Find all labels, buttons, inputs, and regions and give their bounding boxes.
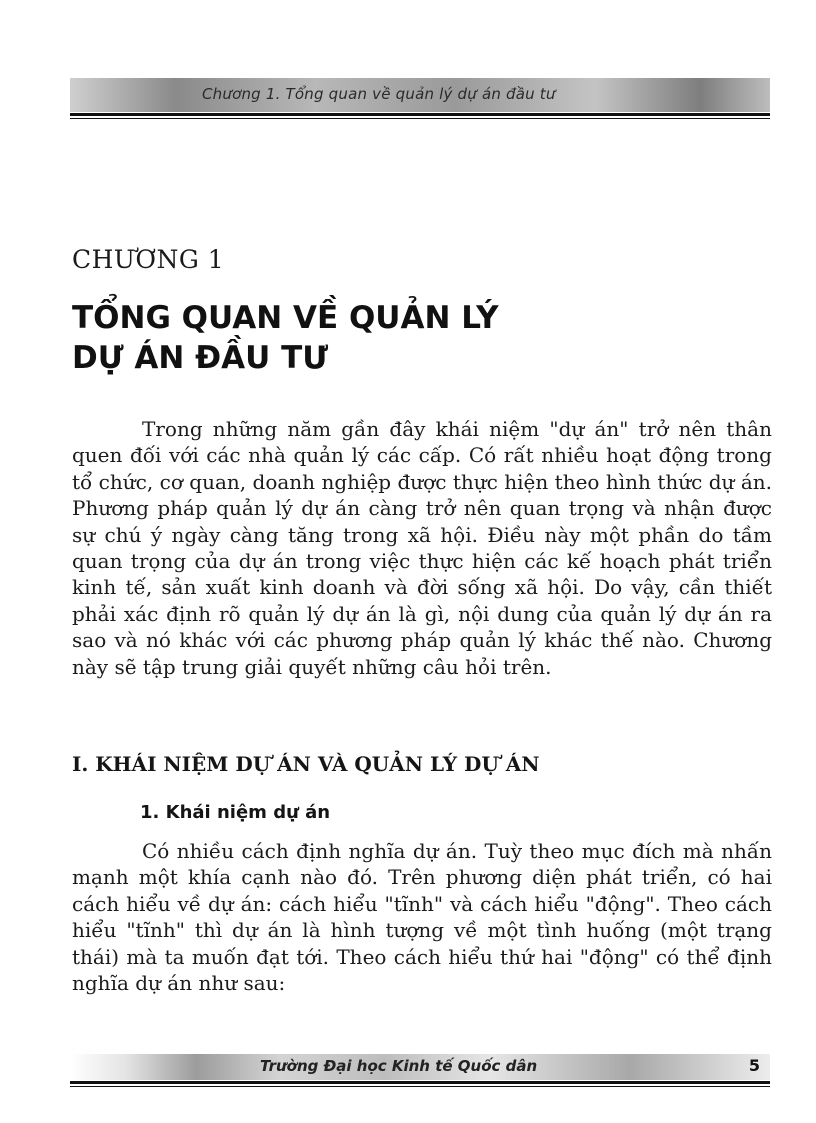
running-header-title: Chương 1. Tổng quan về quản lý dự án đầu tư [202, 85, 556, 103]
chapter-title-line-2: DỰ ÁN ĐẦU TƯ [72, 340, 329, 376]
chapter-label: CHƯƠNG 1 [72, 245, 225, 274]
footer-rule-thin [70, 1086, 770, 1087]
definition-paragraph: Có nhiều cách định nghĩa dự án. Tuỳ theo mục đích mà nhấn mạnh một khía cạnh nào đó. Trên phương diện phát triển, có hai cách hiểu về dự án: cách hiểu "tĩnh" và cách hiểu "động". Theo cách hiểu "tĩnh" thì dự án là hình tượng về một tình huống (một trạng thái) mà ta muốn đạt tới. Theo cách hiểu thứ hai "động" có thể định nghĩa dự án như sau: [72, 839, 772, 996]
intro-paragraph: Trong những năm gần đây khái niệm "dự án" trở nên thân quen đối với các nhà quản lý các cấp. Có rất nhiều hoạt động trong tổ chức, cơ quan, doanh nghiệp được thực hiện theo hình thức dự án. Phương pháp quản lý dự án càng trở nên quan trọng và nhận được sự chú ý ngày càng tăng trong xã hội. Điều này một phần do tầm quan trọng của dự án trong việc thực hiện các kế hoạch phát triển kinh tế, sản xuất kinh doanh và đời sống xã hội. Do vậy, cần thiết phải xác định rõ quản lý dự án là gì, nội dung của quản lý dự án ra sao và nó khác với các phương pháp quản lý khác thế nào. Chương này sẽ tập trung giải quyết những câu hỏi trên. [72, 417, 772, 679]
header-rule-thin [70, 118, 770, 119]
running-footer [70, 1054, 770, 1080]
footer-institution: Trường Đại học Kinh tế Quốc dân [260, 1057, 538, 1075]
section-heading: I. KHÁI NIỆM DỰ ÁN VÀ QUẢN LÝ DỰ ÁN [72, 752, 540, 776]
chapter-title [72, 298, 499, 378]
header-rule-thick [70, 113, 770, 116]
footer-rule-thick [70, 1081, 770, 1084]
running-header [70, 78, 770, 112]
subsection-heading: 1. Khái niệm dự án [140, 802, 331, 823]
chapter-title-line-1: TỔNG QUAN VỀ QUẢN LÝ [72, 300, 499, 336]
page-number: 5 [748, 1056, 760, 1075]
